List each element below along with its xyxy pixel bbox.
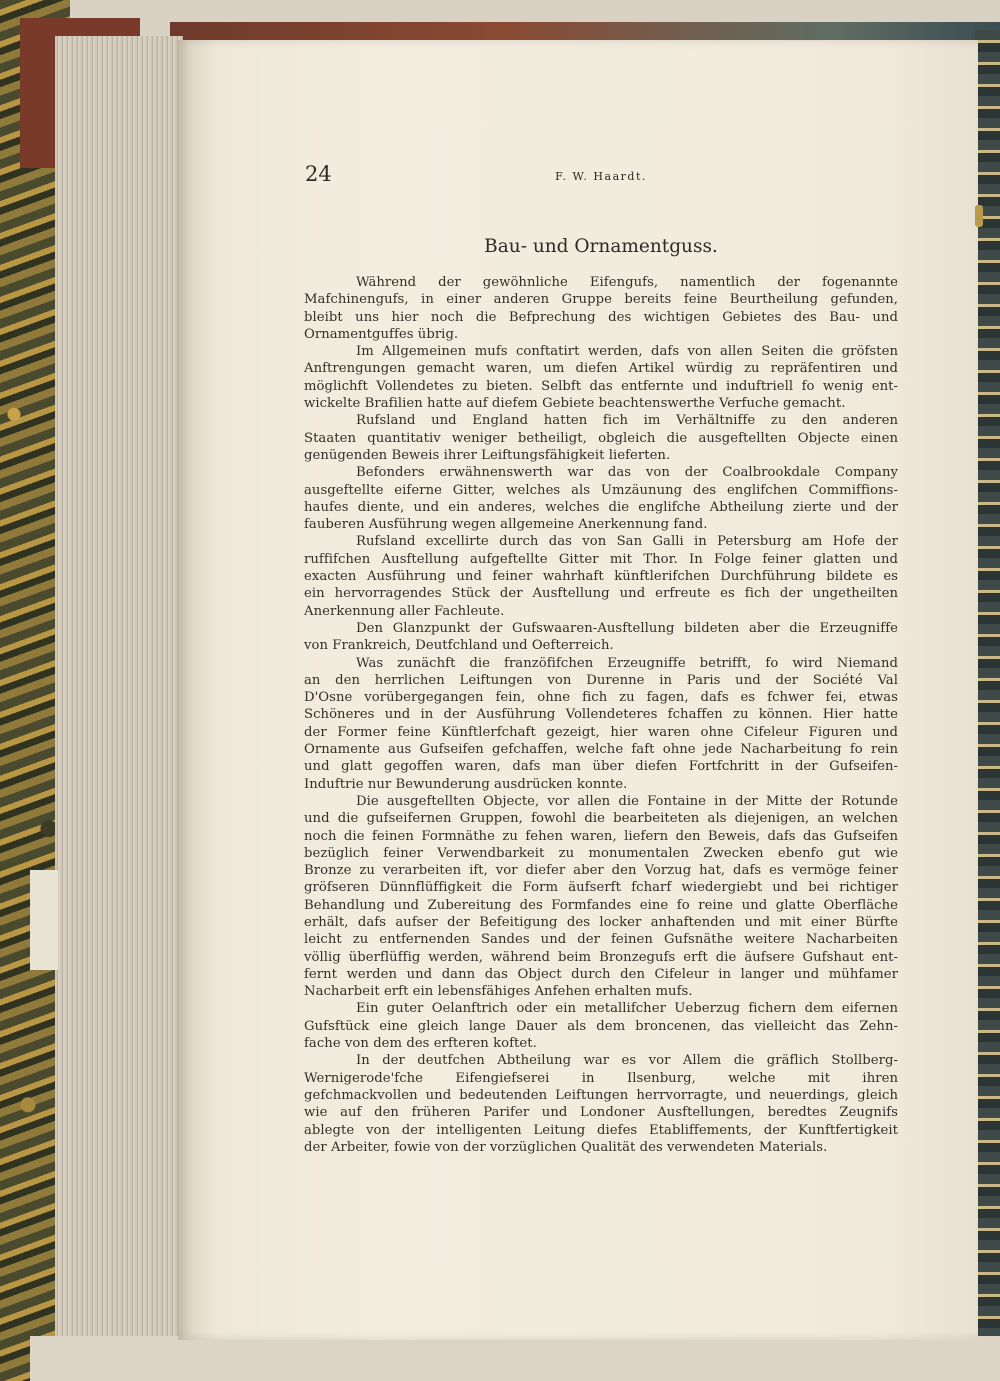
text-line: ruffifchen Ausftellung aufgeftellte Gitter mit Thor. In Folge feiner glatten und	[304, 551, 898, 567]
text-line: an den herrlichen Leiftungen von Durenne in Paris und der Société Val	[304, 672, 898, 688]
text-line: Anerkennung aller Fachleute.	[304, 603, 505, 619]
text-line: genügenden Beweis ihrer Leiftungsfähigkeit lieferten.	[304, 447, 671, 463]
binding-clip	[975, 205, 983, 227]
text-line: möglichft Vollendetes zu bieten. Selbft das entfernte und induftriell fo wenig ent-	[304, 378, 898, 394]
paragraph	[304, 1052, 898, 1156]
text-line: fauberen Ausführung wegen allgemeine Anerkennung fand.	[304, 517, 708, 533]
text-line: Ornamente aus Gufseifen gefchaffen, welche faft ohne jede Nacharbeitung fo rein	[304, 742, 898, 758]
text-line: gefchmackvollen und bedeutenden Leiftungen herrvorragte, und neuerdings, gleich	[304, 1087, 898, 1103]
text-line: wickelte Brafilien hatte auf diefem Gebiete beachtenswerthe Verfuche gemacht.	[304, 396, 846, 412]
text-line: Behandlung und Zubereitung des Formfandes eine fo reine und glatte Oberfläche	[304, 897, 898, 913]
text-line: Anftrengungen gemacht waren, um diefen Artikel würdig zu repräfentiren und	[304, 361, 898, 377]
text-line: Den Glanzpunkt der Gufswaaren-Ausftellung bildeten aber die Erzeugniffe	[356, 620, 898, 636]
text-line: erhält, dafs aufser der Befeitigung des locker anhaftenden und mit einer Bürfte	[304, 914, 898, 930]
paragraph	[304, 533, 898, 619]
paragraph	[304, 620, 898, 655]
text-line: völlig überflüffig werden, während beim Bronzegufs erft die äufsere Gufshaut ent-	[304, 949, 898, 965]
text-line: gröfseren Dünnflüffigkeit die Form äufserft fcharf wiedergiebt und bei richtiger	[304, 880, 898, 896]
paragraph	[304, 655, 898, 793]
text-line: Im Allgemeinen mufs conftatirt werden, dafs von allen Seiten die gröfsten	[356, 344, 898, 360]
paragraph	[304, 1000, 898, 1052]
text-line: leicht zu entfernenden Sandes und der feinen Gufsnäthe weitere Nacharbeiten	[304, 932, 898, 948]
text-line: Rufsland excellirte durch das von San Galli in Petersburg am Hofe der	[356, 534, 898, 550]
text-line: Was zunächft die franzöfifchen Erzeugniffe betrifft, fo wird Niemand	[356, 655, 898, 671]
text-line: fernt werden und dann das Object durch den Cifeleur in langer und mühfamer	[304, 966, 898, 982]
text-line: Nacharbeit erft ein lebensfähiges Anfehen erhalten mufs.	[304, 984, 693, 1000]
text-line: bezüglich feiner Verwendbarkeit zu monumentalen Zwecken ebenfo gut wie	[304, 845, 898, 861]
paragraph	[304, 464, 898, 533]
text-line: exacten Ausführung und feiner wahrhaft künftlerifchen Durchführung bildete es	[304, 569, 898, 585]
text-line: Rufsland und England hatten fich im Verhältniffe zu den anderen	[356, 413, 898, 429]
text-line: In der deutfchen Abtheilung war es vor Allem die gräflich Stollberg-	[356, 1053, 898, 1069]
text-line: Schöneres und in der Ausführung Vollendeteres fchaffen zu können. Hier hatte	[304, 707, 898, 723]
text-line: Mafchinengufs, in einer anderen Gruppe bereits feine Beurtheilung gefunden,	[304, 292, 898, 308]
running-header	[305, 162, 897, 192]
bottom-edge	[30, 1336, 1000, 1381]
page-number: 24	[305, 162, 332, 186]
paragraph	[304, 274, 898, 343]
text-line: bleibt uns hier noch die Befprechung des wichtigen Gebietes des Bau- und	[304, 309, 898, 325]
text-line: von Frankreich, Deutfchland und Oefterreich.	[304, 638, 614, 654]
text-line: haufes diente, und ein anderes, welches die englifche Abtheilung zierte und der	[304, 499, 898, 515]
text-line: fache von dem des erfteren koftet.	[304, 1036, 537, 1052]
paragraph	[304, 793, 898, 1001]
paragraph	[304, 412, 898, 464]
text-line: Während der gewöhnliche Eifengufs, namentlich der fogenannte	[356, 275, 898, 290]
text-line: D'Osne vorübergegangen fein, ohne fich zu fagen, dafs es fchwer fei, etwas	[304, 690, 898, 706]
text-line: und glatt gegoffen waren, dafs man über diefen Fortfchritt in der Gufseifen-	[304, 759, 898, 775]
body-text	[304, 274, 898, 1156]
text-line: Staaten quantitativ weniger betheiligt, obgleich die ausgeftellten Objecte einen	[304, 430, 898, 446]
text-line: der Arbeiter, fowie von der vorzüglichen Qualität des verwendeten Materials.	[304, 1139, 828, 1155]
text-line: Ein guter Oelanftrich oder ein metallifcher Ueberzug fichern dem eifernen	[356, 1001, 898, 1017]
running-head-author: F. W. Haardt.	[555, 170, 647, 183]
text-line: wie auf den früheren Parifer und Londoner Ausftellungen, beredtes Zeugnifs	[304, 1105, 898, 1121]
text-line: und die gufseifernen Gruppen, fowohl die bearbeiteten als diejenigen, an welchen	[304, 811, 898, 827]
text-line: der Former feine Künftlerfchaft gezeigt, hier waren ohne Cifeleur Figuren und	[304, 724, 898, 740]
text-line: Wernigerode'fche Eifengiefserei in Ilsenburg, welche mit ihren	[304, 1070, 898, 1086]
text-line: Induftrie nur Bewunderung ausdrücken konnte.	[304, 776, 628, 792]
text-line: Gufsftück eine gleich lange Dauer als dem broncenen, das vielleicht das Zehn-	[304, 1018, 898, 1034]
text-line: ausgeftellte eiferne Gitter, welches als Umzäunung des englifchen Commiffions-	[304, 482, 898, 498]
text-line: Die ausgeftellten Objecte, vor allen die Fontaine in der Mitte der Rotunde	[356, 793, 898, 809]
text-line: ein hervorragendes Stück der Ausftellung und erfreute es fich der ungetheilten	[304, 586, 898, 602]
cover-right-edge	[975, 30, 1000, 1350]
text-line: ablegte von der intelligenten Leitung diefes Etabliffements, der Kunftfertigkeit	[304, 1122, 898, 1138]
page-edges	[55, 36, 183, 1336]
section-title: Bau- und Ornamentguss.	[484, 236, 718, 257]
paragraph	[304, 343, 898, 412]
text-line: noch die feinen Formnäthe zu fehen waren, liefern den Beweis, dafs das Gufseifen	[304, 828, 898, 844]
text-line: Bronze zu verarbeiten ift, vor diefer aber den Vorzug hat, dafs es vermöge feiner	[304, 863, 898, 879]
text-line: Befonders erwähnenswerth war das von der Coalbrookdale Company	[356, 465, 898, 481]
text-line: Ornamentguffes übrig.	[304, 326, 459, 342]
paper-tab	[30, 870, 58, 970]
